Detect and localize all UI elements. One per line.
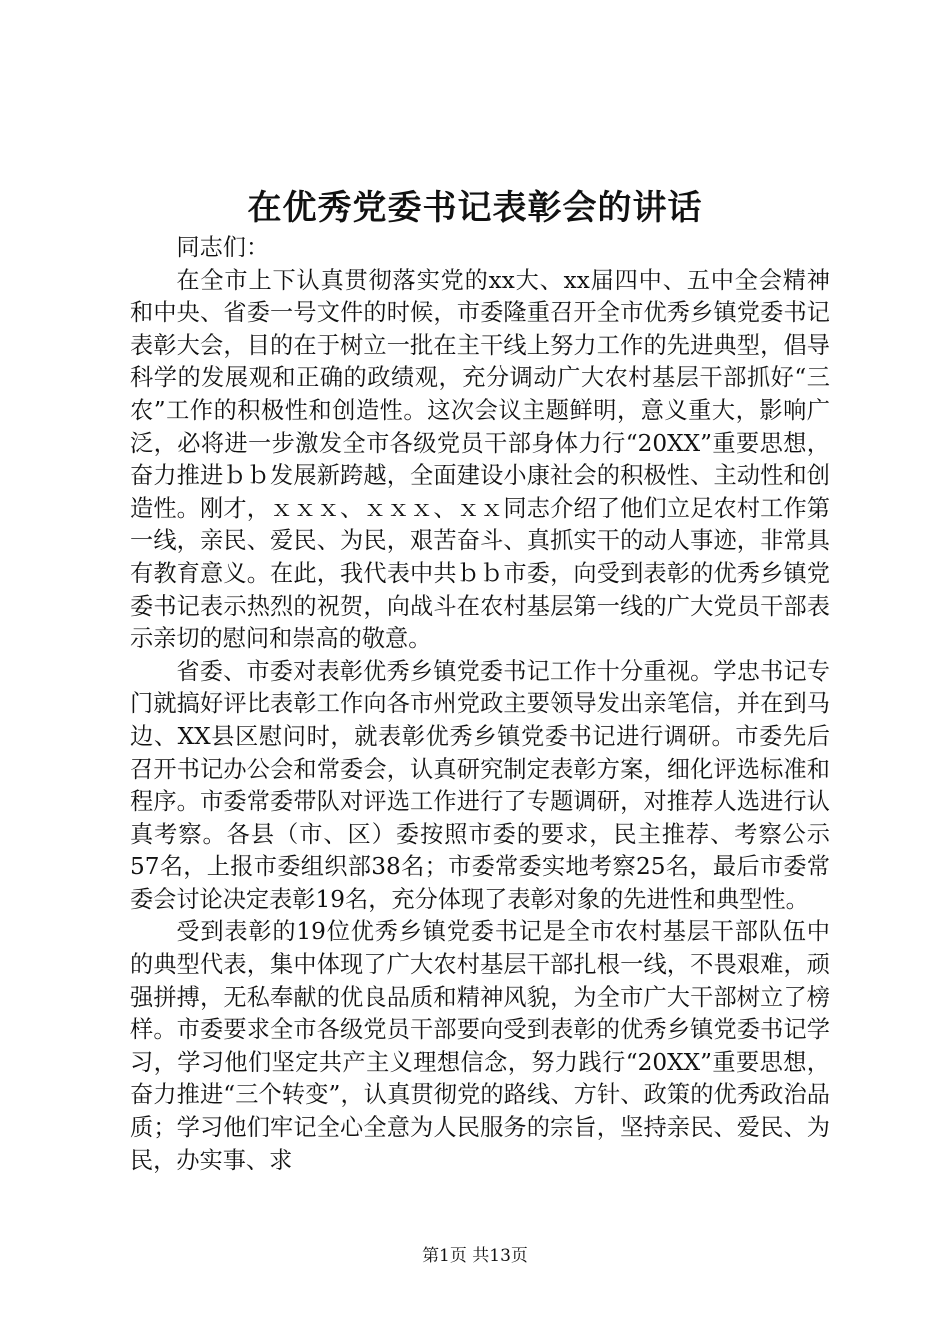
document-body: [130, 232, 830, 1177]
paragraph-2: 省委、市委对表彰优秀乡镇党委书记工作十分重视。学忠书记专门就搞好评比表彰工作向各市州党政主要领导发出亲笔信，并在到马边、XX县区慰问时，就表彰优秀乡镇党委书记进行调研。市委先后召开书记办公会和常委会，认真研究制定表彰方案，细化评选标准和程序。市委常委带队对评选工作进行了专题调研，对推荐人选进行认真考察。各县（市、区）委按照市委的要求，民主推荐、考察公示57名，上报市委组织部38名；市委常委实地考察25名，最后市委常委会讨论决定表彰19名，充分体现了表彰对象的先进性和典型性。: [130, 657, 830, 913]
paragraph-3: 受到表彰的19位优秀乡镇党委书记是全市农村基层干部队伍中的典型代表，集中体现了广大农村基层干部扎根一线，不畏艰难，顽强拼搏，无私奉献的优良品质和精神风貌，为全市广大干部树立了榜样。市委要求全市各级党员干部要向受到表彰的优秀乡镇党委书记学习，学习他们坚定共产主义理想信念，努力践行“20XX”重要思想，奋力推进“三个转变”，认真贯彻党的路线、方针、政策的优秀政治品质；学习他们牢记全心全意为人民服务的宗旨，坚持亲民、爱民、为民，办实事、求: [130, 918, 830, 1174]
salutation: 同志们：: [176, 234, 270, 261]
paragraph-1: 在全市上下认真贯彻落实党的xx大、xx届四中、五中全会精神和中央、省委一号文件的时候，市委隆重召开全市优秀乡镇党委书记表彰大会，目的在于树立一批在主干线上努力工作的先进典型，倡导科学的发展观和正确的政绩观，充分调动广大农村基层干部抓好“三农”工作的积极性和创造性。这次会议主题鲜明，意义重大，影响广泛，必将进一步激发全市各级党员干部身体力行“20XX”重要思想，奋力推进ｂｂ发展新跨越，全面建设小康社会的积极性、主动性和创造性。刚才，ｘｘｘ、ｘｘｘ、ｘｘ同志介绍了他们立足农村工作第一线，亲民、爱民、为民，艰苦奋斗、真抓实干的动人事迹，非常具有教育意义。在此，我代表中共ｂｂ市委，向受到表彰的优秀乡镇党委书记表示热烈的祝贺，向战斗在农村基层第一线的广大党员干部表示亲切的慰问和崇高的敬意。: [130, 266, 830, 653]
page-footer: 第1页 共13页: [422, 1246, 528, 1266]
document-title: 在优秀党委书记表彰会的讲话: [247, 188, 703, 228]
